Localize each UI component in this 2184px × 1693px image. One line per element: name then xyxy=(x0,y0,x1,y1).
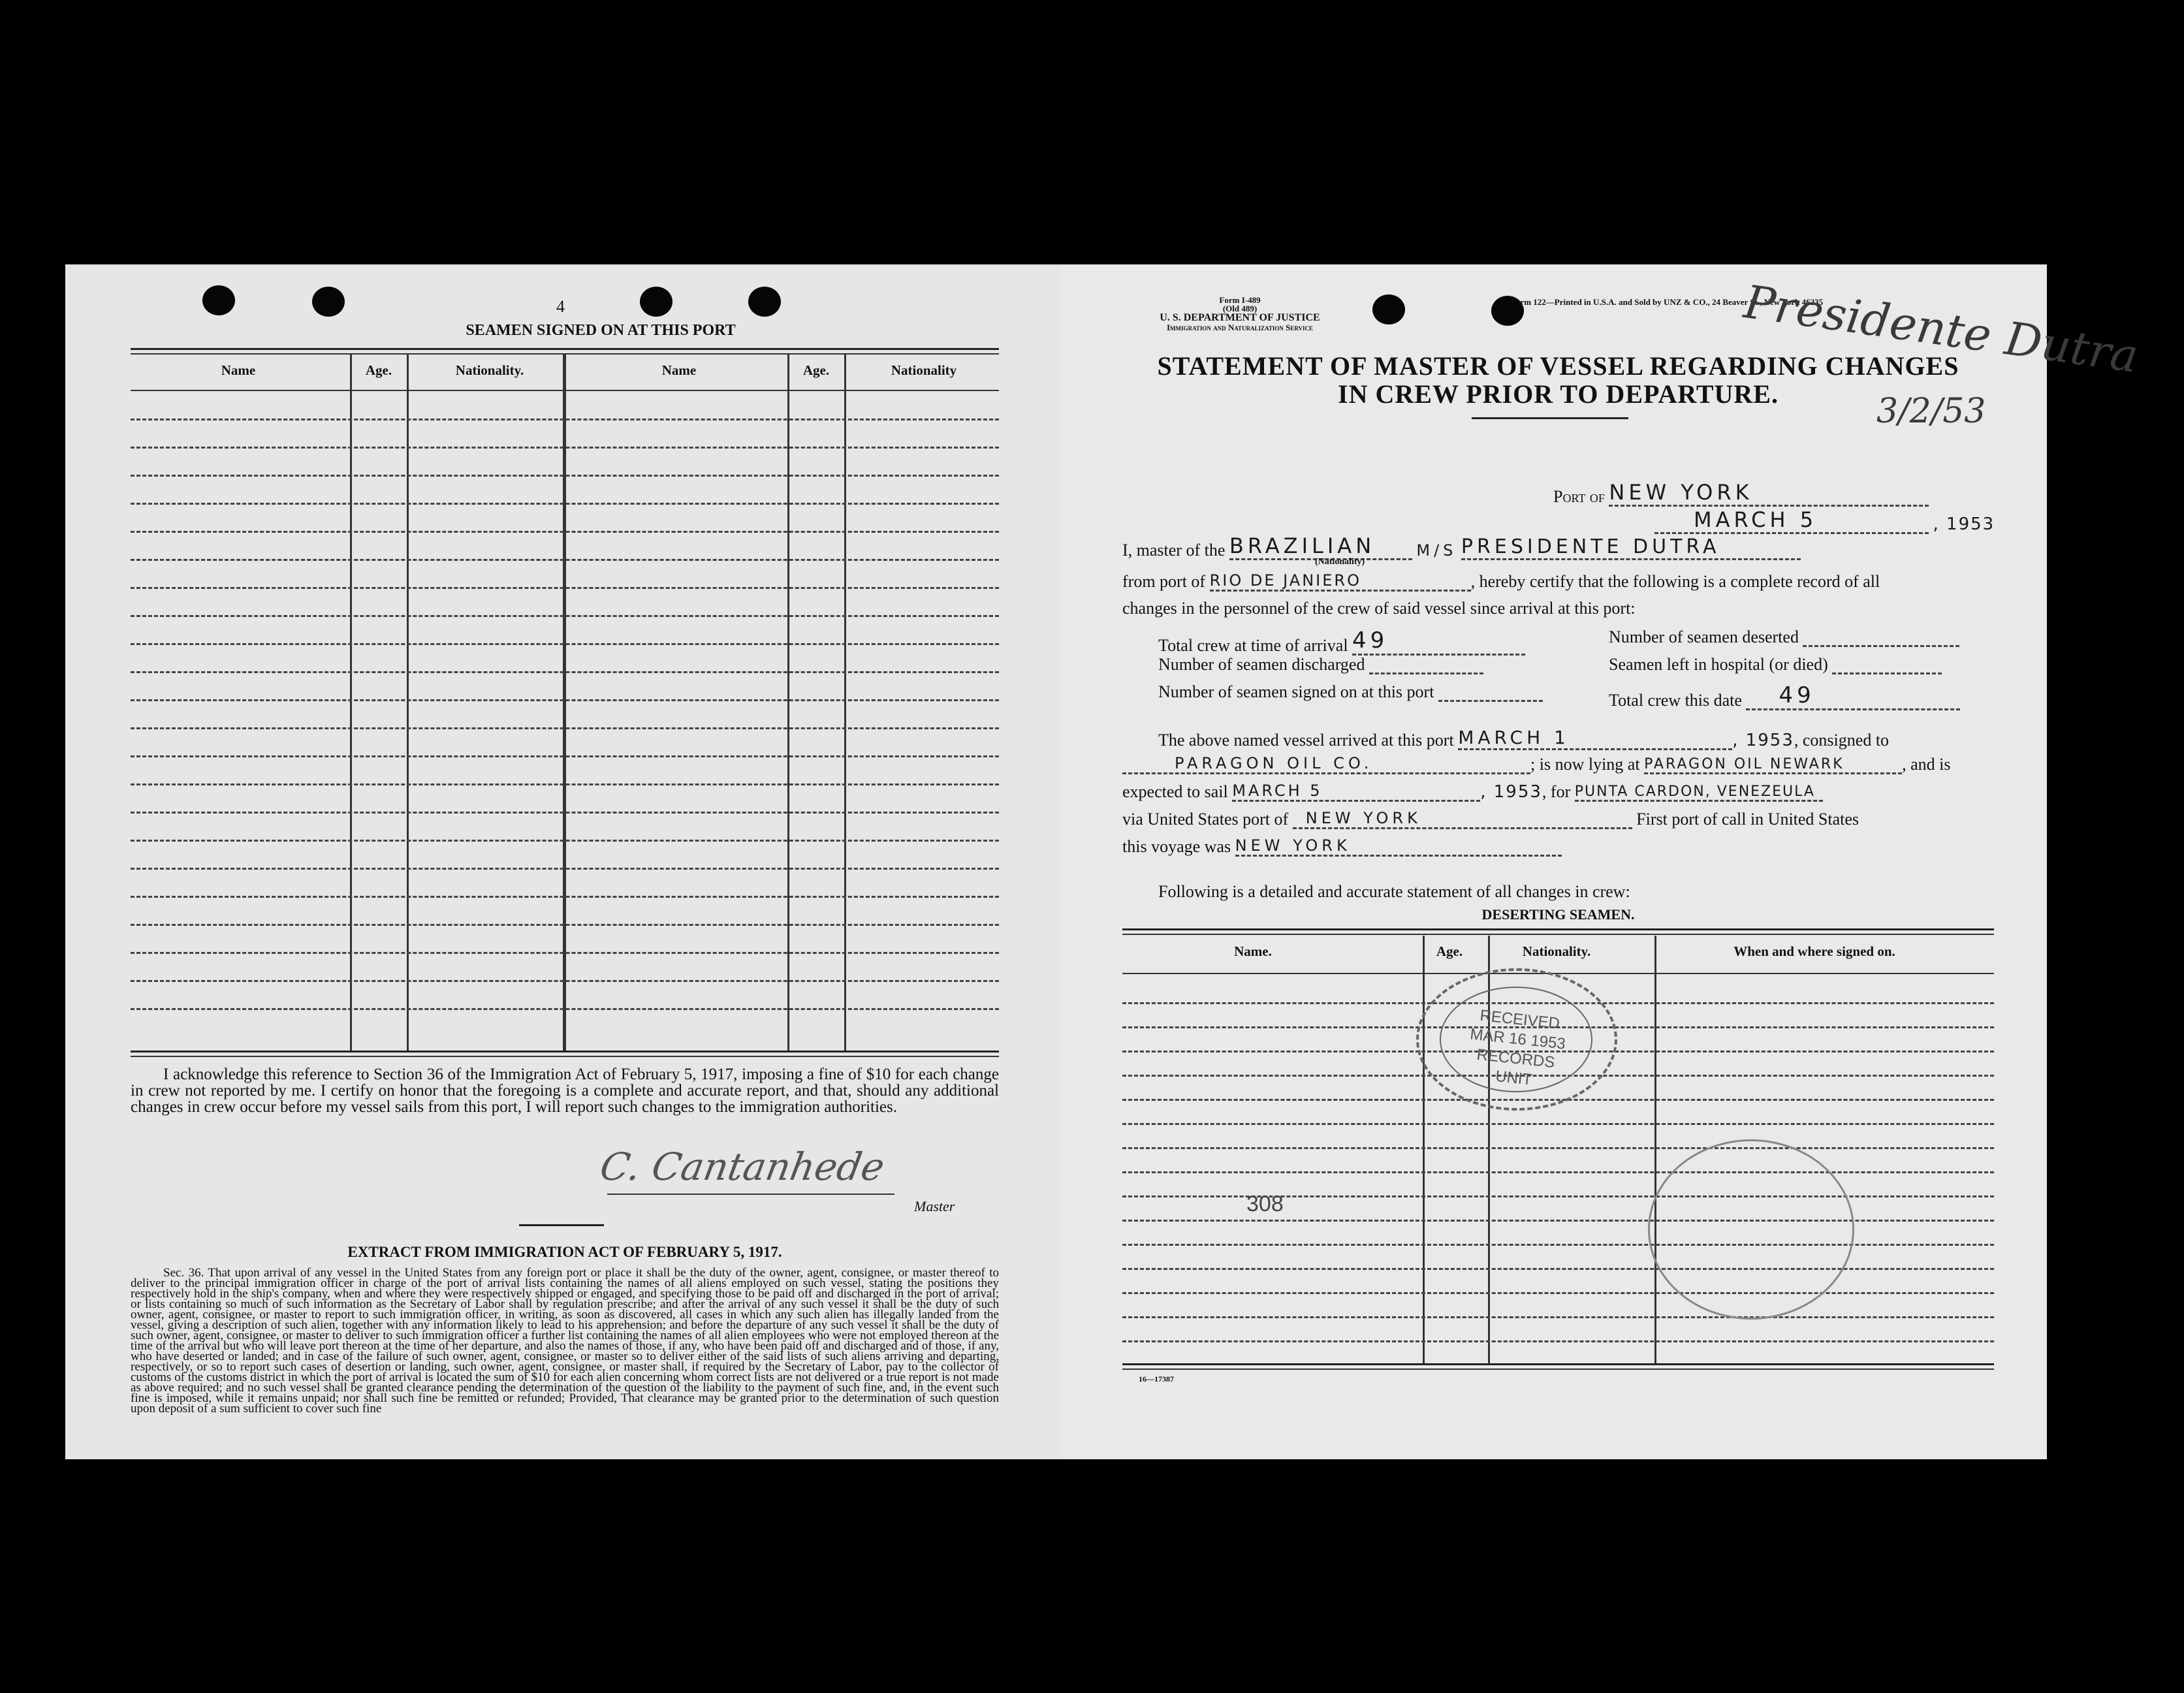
table-row xyxy=(131,699,999,701)
table-row xyxy=(1122,1220,1994,1222)
port-field: Port of NEW YORK xyxy=(1553,480,1929,507)
table-row xyxy=(1122,1292,1994,1294)
rule xyxy=(1472,417,1628,419)
column-divider xyxy=(1654,936,1656,1363)
rule xyxy=(131,348,999,350)
column-divider xyxy=(563,355,566,1051)
table-row xyxy=(1122,1316,1994,1318)
master-signature: C. Cantanhede xyxy=(597,1145,888,1189)
from-port-value: RIO DE JANIERO xyxy=(1210,571,1471,592)
nationality-value: BRAZILIAN xyxy=(1229,533,1412,560)
punch-hole xyxy=(748,287,781,317)
section-title: SEAMEN SIGNED ON AT THIS PORT xyxy=(466,322,736,339)
seamen-hospital: Seamen left in hospital (or died) xyxy=(1609,655,1942,674)
table-row xyxy=(1122,1244,1994,1246)
page-number: 4 xyxy=(556,297,565,316)
arrived-field: The above named vessel arrived at this port MARCH 1 , 1953, consigned to xyxy=(1158,727,1890,750)
form-number: Form I-489 (Old 489) xyxy=(1219,295,1261,313)
following-text: Following is a detailed and accurate statement of all changes in crew: xyxy=(1158,882,1630,901)
col-header-name: Name. xyxy=(1234,943,1272,959)
column-divider xyxy=(407,355,409,1051)
received-stamp: RECEIVED MAR 16 1953 RECORDS UNIT xyxy=(1416,968,1617,1111)
from-port-field: from port of RIO DE JANIERO , hereby certify that the following is a complete record of all xyxy=(1122,571,1880,591)
date-value: MARCH 5 xyxy=(1654,507,1929,534)
table-row xyxy=(131,896,999,898)
col-header-name: Name xyxy=(661,362,697,378)
seamen-deserted: Number of seamen deserted xyxy=(1609,627,1959,647)
punch-hole xyxy=(202,285,235,315)
col-header-nationality: Nationality xyxy=(891,362,957,378)
voyage-field: this voyage was NEW YORK xyxy=(1122,836,1562,857)
deserting-title: DESERTING SEAMEN. xyxy=(1481,906,1635,923)
table-row xyxy=(131,531,999,533)
col-header-age: Age. xyxy=(802,362,830,378)
table-row xyxy=(131,868,999,870)
handwritten-date: 3/2/53 xyxy=(1876,392,1986,431)
column-divider xyxy=(350,355,352,1051)
page-stamp-number: 308 xyxy=(1246,1192,1284,1216)
punch-hole xyxy=(312,287,345,317)
seamen-signed-on: Number of seamen signed on at this port xyxy=(1158,682,1543,702)
master-label: Master xyxy=(914,1198,955,1214)
col-header-when-where: When and where signed on. xyxy=(1733,943,1895,959)
table-row xyxy=(131,419,999,420)
column-divider xyxy=(844,355,846,1051)
table-row xyxy=(131,840,999,842)
punch-hole xyxy=(640,287,673,317)
rule xyxy=(1122,928,1994,930)
department-header: U. S. DEPARTMENT OF JUSTICE Immigration and Naturalization Service xyxy=(1160,312,1320,332)
col-header-nationality: Nationality. xyxy=(1522,943,1591,959)
table-row xyxy=(131,1008,999,1010)
table-row xyxy=(131,952,999,954)
col-header-name: Name xyxy=(221,362,256,378)
table-row xyxy=(131,475,999,477)
table-row xyxy=(1122,1268,1994,1270)
table-row xyxy=(131,980,999,982)
rule xyxy=(1122,1369,1994,1370)
rule xyxy=(519,1224,604,1226)
seamen-discharged: Number of seamen discharged xyxy=(1158,655,1483,674)
total-crew-arrival: Total crew at time of arrival 49 xyxy=(1158,627,1525,656)
expected-field: expected to sail MARCH 5 , 1953, for PUNTA CARDON, VENEZEULA xyxy=(1122,782,1823,802)
extract-text: Sec. 36. That upon arrival of any vessel in the United States from any foreign port or place it shall be the duty of the owner, agent, consignee, or master thereof to deliver to the principal immigration officer in charge of the port of arrival lists containing the names of all aliens employed on such vessel, stating the positions they respectively hold in the ship's company, when and where they were respectively shipped or engaged, and specifying those to be paid off and discharged in the port of arrival; or lists containing so much of such information as the Secretary of Labor shall by regulation prescribe; and after the arrival of any such vessel it shall be the duty of such owner, agent, consignee, or master to report to such immigration officer, in writing, as soon as discovered, all cases in which any such alien has illegally landed from the vessel, giving a description of such alien, together with any information likely to lead to his apprehension; and before the departure of any such vessel it shall be the duty of such owner, agent, consignee, or master to deliver to such immigration officer a further list containing the names of all alien employees who were not employed thereon at the time of the arrival but who will leave port thereon at the time of her departure, and also the names of those, if any, who have been paid off and discharged and of those, if any, who have deserted or landed; and in case of the failure of such owner, agent, consignee, or master so to deliver either of the said lists of such aliens arriving and departing, respectively, or so to report such cases of desertion or landing, such owner, agent, consignee, or master shall, if required by the Secretary of Labor, pay to the collector of customs of the customs district in which the port of arrival is located the sum of $10 for each alien concerning whom correct lists are not delivered or a true report is not made as above required; and no such vessel shall be granted clearance pending the determination of the question of the liability to the payment of such fine, and, in the event such fine is imposed, while it remains unpaid; nor shall such fine be remitted or refunded; Provided, That clearance may be granted prior to the determination of such question upon deposit of a sum sufficient to cover such fine xyxy=(131,1266,999,1416)
table-row xyxy=(131,643,999,645)
column-divider xyxy=(1423,936,1425,1363)
table-row xyxy=(131,727,999,729)
table-row xyxy=(1122,1147,1994,1149)
rule xyxy=(131,1056,999,1057)
master-of-field: I, master of the BRAZILIAN M/S PRESIDENTE DUTRA xyxy=(1122,533,1801,560)
table-row xyxy=(1122,1340,1994,1342)
date-field: MARCH 5 , 1953 xyxy=(1654,507,1995,534)
rule xyxy=(1122,934,1994,935)
total-crew-this-date: Total crew this date 49 xyxy=(1609,682,1960,710)
signature-line xyxy=(607,1194,894,1195)
rule xyxy=(1122,973,1994,974)
table-row xyxy=(131,503,999,505)
changes-text: changes in the personnel of the crew of said vessel since arrival at this port: xyxy=(1122,599,1636,618)
table-row xyxy=(1122,1123,1994,1125)
acknowledgement-text: I acknowledge this reference to Section 36 of the Immigration Act of February 5, 1917, imposing a fine of $10 for each change in crew not reported by me. I certify on honor that the foregoing is a complete and accurate report, and that, should any additional changes in crew occur before my vessel sails from this port, I will report such changes to the immigration authorities. xyxy=(131,1066,999,1116)
port-value: NEW YORK xyxy=(1609,480,1929,507)
form-title: STATEMENT OF MASTER OF VESSEL REGARDING CHANGES IN CREW PRIOR TO DEPARTURE. xyxy=(1157,351,1959,409)
vessel-value: PRESIDENTE DUTRA xyxy=(1461,535,1801,560)
table-row xyxy=(131,559,999,561)
table-row xyxy=(131,755,999,757)
nationality-caption: (Nationality) xyxy=(1315,557,1365,567)
table-row xyxy=(131,812,999,814)
rule xyxy=(131,1051,999,1052)
right-page xyxy=(1060,264,2142,1459)
consignee-field: PARAGON OIL CO. ; is now lying at PARAGON OIL NEWARK , and is xyxy=(1122,754,1950,774)
col-header-nationality: Nationality. xyxy=(455,362,524,378)
table-row xyxy=(131,587,999,589)
handwritten-vessel-name: Presidente Dutra xyxy=(1741,275,2142,383)
faint-stamp xyxy=(1648,1139,1854,1320)
footer-code: 16—17387 xyxy=(1139,1374,1174,1384)
vessel-prefix: M/S xyxy=(1416,541,1457,560)
table-row xyxy=(131,615,999,617)
table-row xyxy=(131,783,999,785)
printer-line: Form 122—Printed in U.S.A. and Sold by UNZ & CO., 24 Beaver St., New York 46235 xyxy=(1511,297,1824,307)
left-page xyxy=(65,264,1060,1459)
table-row xyxy=(1122,1171,1994,1173)
rule xyxy=(1122,1363,1994,1365)
column-divider xyxy=(787,355,789,1051)
punch-hole xyxy=(1372,294,1405,324)
col-header-age: Age. xyxy=(365,362,392,378)
table-row xyxy=(131,924,999,926)
col-header-age: Age. xyxy=(1436,943,1463,959)
table-row xyxy=(131,671,999,673)
table-row xyxy=(131,447,999,449)
via-field: via United States port of NEW YORK First port of call in United States xyxy=(1122,809,1860,829)
extract-title: EXTRACT FROM IMMIGRATION ACT OF FEBRUARY 5, 1917. xyxy=(347,1244,782,1260)
